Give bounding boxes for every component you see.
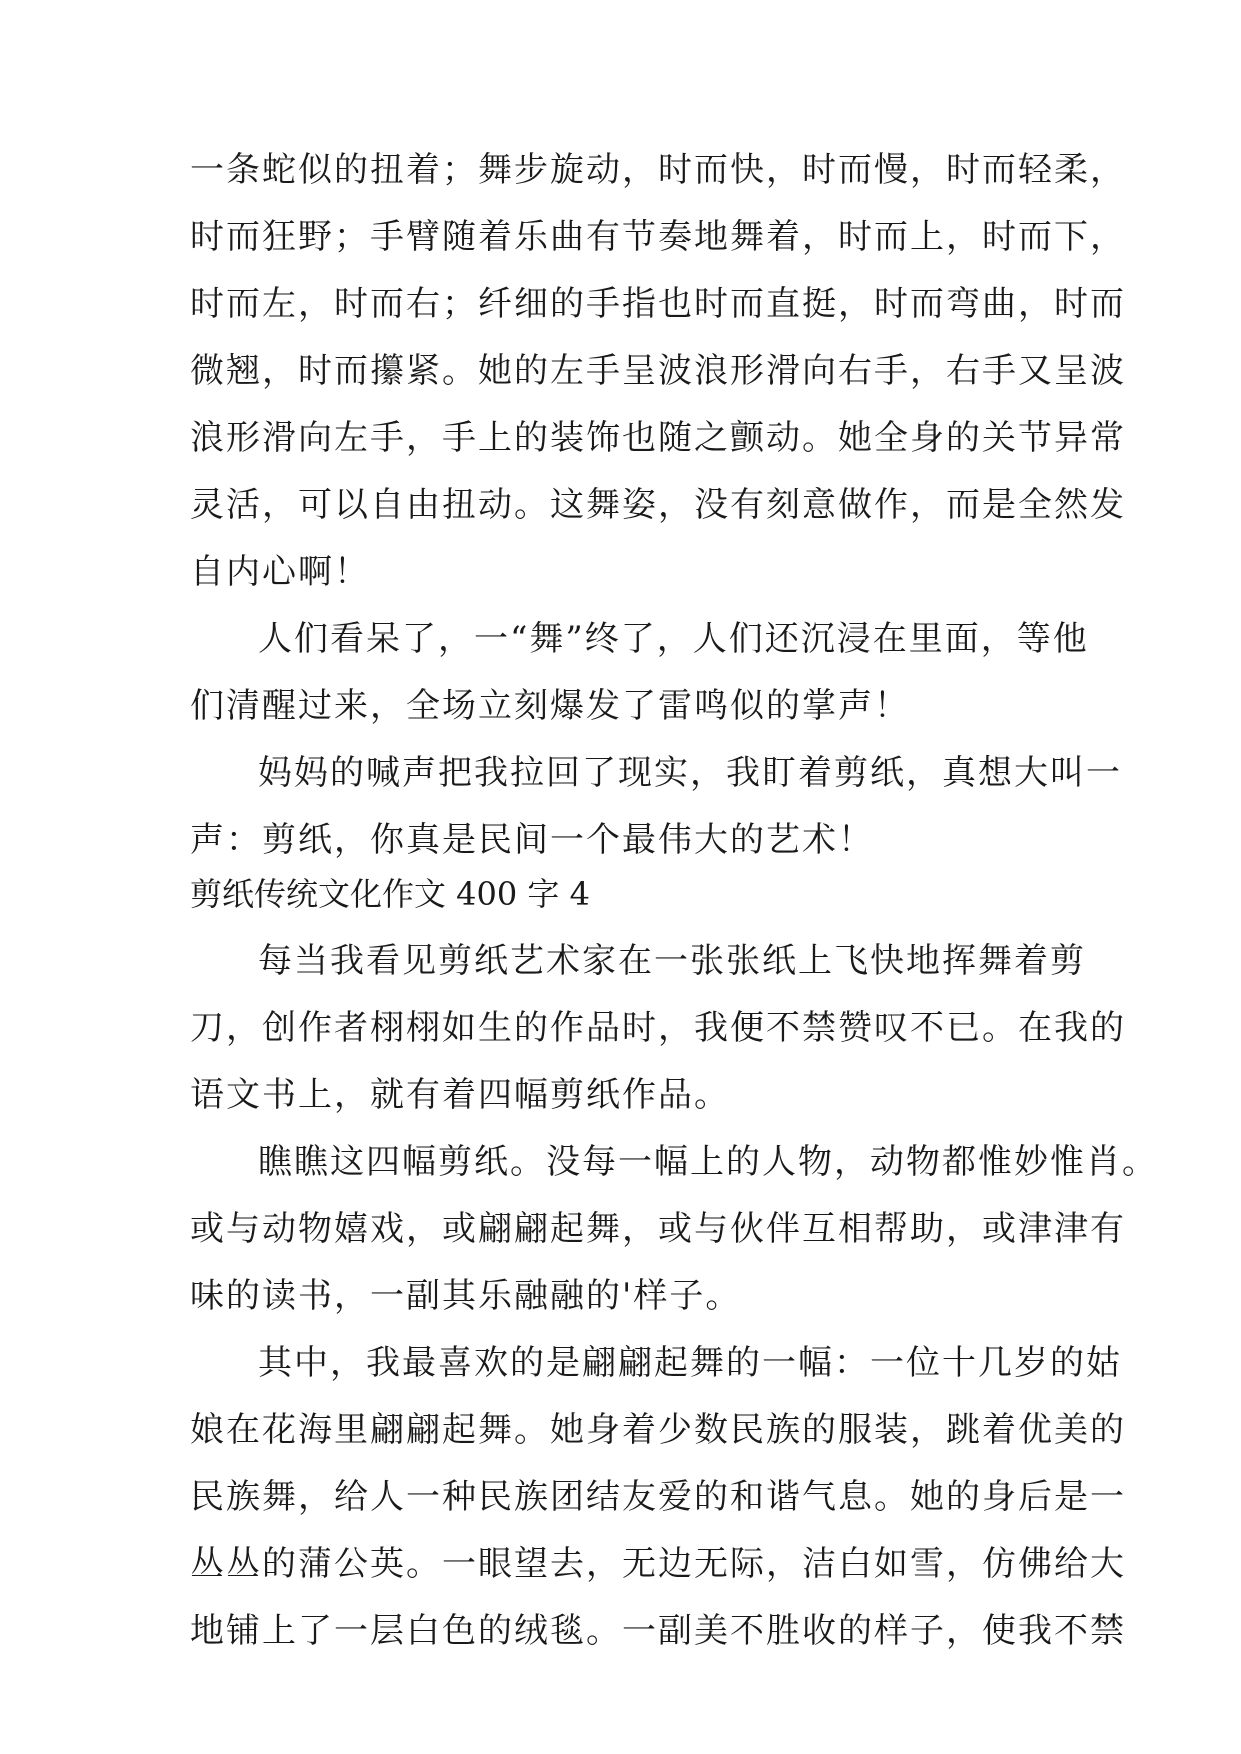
text-line: 娘在花海里翩翩起舞。她身着少数民族的服装，跳着优美的	[190, 1410, 1126, 1450]
text-line: 人们看呆了，一“舞”终了，人们还沉浸在里面，等他	[258, 619, 1089, 659]
text-line: 或与动物嬉戏，或翩翩起舞，或与伙伴互相帮助，或津津有	[190, 1209, 1126, 1249]
text-line: 每当我看见剪纸艺术家在一张张纸上飞快地挥舞着剪	[258, 941, 1086, 981]
text-line: 一条蛇似的扭着；舞步旋动，时而快，时而慢，时而轻柔，	[190, 150, 1126, 190]
text-line: 瞧瞧这四幅剪纸。没每一幅上的人物，动物都惟妙惟肖。	[258, 1142, 1158, 1182]
text-line: 时而左，时而右；纤细的手指也时而直挺，时而弯曲，时而	[190, 284, 1126, 324]
text-line: 们清醒过来，全场立刻爆发了雷鸣似的掌声！	[190, 686, 910, 726]
text-line: 自内心啊！	[190, 552, 370, 592]
text-line: 丛丛的蒲公英。一眼望去，无边无际，洁白如雪，仿佛给大	[190, 1544, 1126, 1584]
text-line: 语文书上，就有着四幅剪纸作品。	[190, 1075, 730, 1115]
text-line: 地铺上了一层白色的绒毯。一副美不胜收的样子，使我不禁	[190, 1611, 1126, 1651]
text-line: 时而狂野；手臂随着乐曲有节奏地舞着，时而上，时而下，	[190, 217, 1126, 257]
text-line: 浪形滑向左手，手上的装饰也随之颤动。她全身的关节异常	[190, 418, 1126, 458]
text-line: 刀，创作者栩栩如生的作品时，我便不禁赞叹不已。在我的	[190, 1008, 1126, 1048]
text-line: 声：剪纸，你真是民间一个最伟大的艺术！	[190, 820, 874, 860]
text-line: 民族舞，给人一种民族团结友爱的和谐气息。她的身后是一	[190, 1477, 1126, 1517]
text-line: 微翘，时而攥紧。她的左手呈波浪形滑向右手，右手又呈波	[190, 351, 1126, 391]
section-heading: 剪纸传统文化作文 400 字 4	[190, 875, 590, 913]
text-line: 味的读书，一副其乐融融的'样子。	[190, 1276, 742, 1316]
text-line: 灵活，可以自由扭动。这舞姿，没有刻意做作，而是全然发	[190, 485, 1126, 525]
text-line: 其中，我最喜欢的是翩翩起舞的一幅：一位十几岁的姑	[258, 1343, 1122, 1383]
text-line: 妈妈的喊声把我拉回了现实，我盯着剪纸，真想大叫一	[258, 753, 1122, 793]
